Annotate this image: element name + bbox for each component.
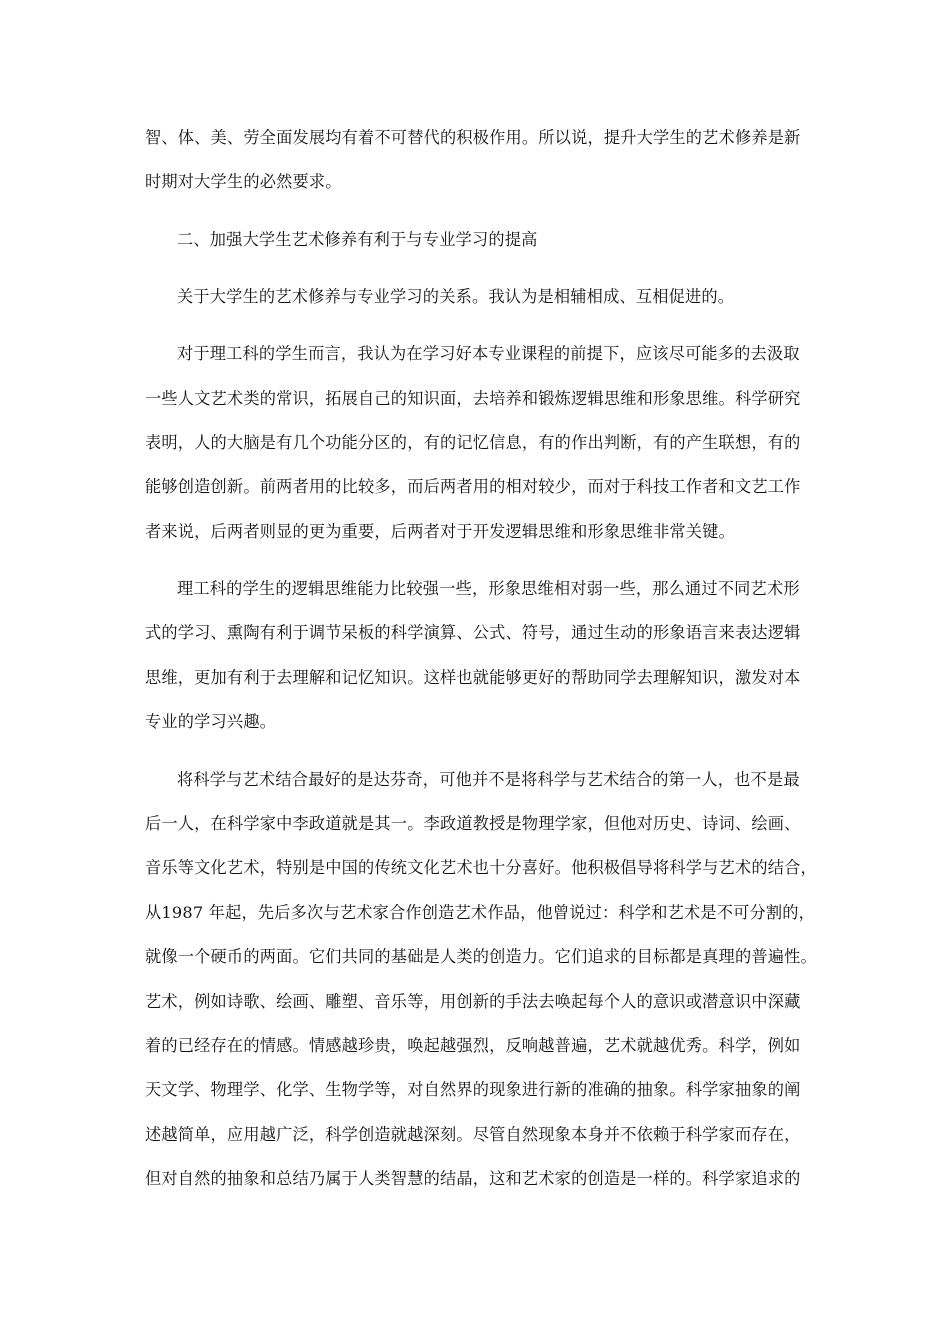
text-line: 思维，更加有利于去理解和记忆知识。这样也就能够更好的帮助同学去理解知识，激发对本 — [145, 668, 801, 687]
text-line: 天文学、物理学、化学、生物学等，对自然界的现象进行新的准确的抽象。科学家抽象的阐 — [145, 1080, 801, 1099]
text-line: 时期对大学生的必然要求。 — [145, 172, 342, 191]
text-line: 音乐等文化艺术，特别是中国的传统文化艺术也十分喜好。他积极倡导将科学与艺术的结合， — [145, 858, 817, 877]
section-heading: 二、加强大学生艺术修养有利于与专业学习的提高 — [177, 230, 538, 249]
text-line: 述越简单，应用越广泛，科学创造就越深刻。尽管自然现象本身并不依赖于科学家而存在， — [145, 1125, 801, 1144]
text-line: 从1987 年起，先后多次与艺术家合作创造艺术作品，他曾说过：科学和艺术是不可分割的， — [145, 903, 816, 922]
text-line: 但对自然的抽象和总结乃属于人类智慧的结晶，这和艺术家的创造是一样的。科学家追求的 — [145, 1169, 801, 1188]
text-line: 智、体、美、劳全面发展均有着不可替代的积极作用。所以说，提升大学生的艺术修养是新 — [145, 128, 801, 147]
text-line: 着的已经存在的情感。情感越珍贵，唤起越强烈，反响越普遍，艺术就越优秀。科学，例如 — [145, 1036, 801, 1055]
text-line: 对于理工科的学生而言，我认为在学习好本专业课程的前提下，应该尽可能多的去汲取 — [177, 344, 800, 363]
text-line: 关于大学生的艺术修养与专业学习的关系。我认为是相辅相成、互相促进的。 — [177, 287, 735, 306]
text-line: 后一人，在科学家中李政道就是其一。李政道教授是物理学家，但他对历史、诗词、绘画、 — [145, 814, 801, 833]
text-line: 将科学与艺术结合最好的是达芬奇，可他并不是将科学与艺术结合的第一人，也不是最 — [177, 770, 800, 789]
text-line: 能够创造创新。前两者用的比较多，而后两者用的相对较少，而对于科技工作者和文艺工作 — [145, 477, 801, 496]
text-line: 专业的学习兴趣。 — [145, 712, 277, 731]
text-line: 表明，人的大脑是有几个功能分区的，有的记忆信息，有的作出判断，有的产生联想，有的 — [145, 433, 801, 452]
text-line: 者来说，后两者则显的更为重要，后两者对于开发逻辑思维和形象思维非常关键。 — [145, 522, 735, 541]
text-line: 艺术，例如诗歌、绘画、雕塑、音乐等，用创新的手法去唤起每个人的意识或潜意识中深藏 — [145, 992, 801, 1011]
text-line: 一些人文艺术类的常识，拓展自己的知识面，去培养和锻炼逻辑思维和形象思维。科学研究 — [145, 389, 801, 408]
text-line: 式的学习、熏陶有利于调节呆板的科学演算、公式、符号，通过生动的形象语言来表达逻辑 — [145, 623, 801, 642]
text-line: 理工科的学生的逻辑思维能力比较强一些，形象思维相对弱一些，那么通过不同艺术形 — [177, 579, 800, 598]
text-line: 就像一个硬币的两面。它们共同的基础是人类的创造力。它们追求的目标都是真理的普遍性。 — [145, 947, 817, 966]
